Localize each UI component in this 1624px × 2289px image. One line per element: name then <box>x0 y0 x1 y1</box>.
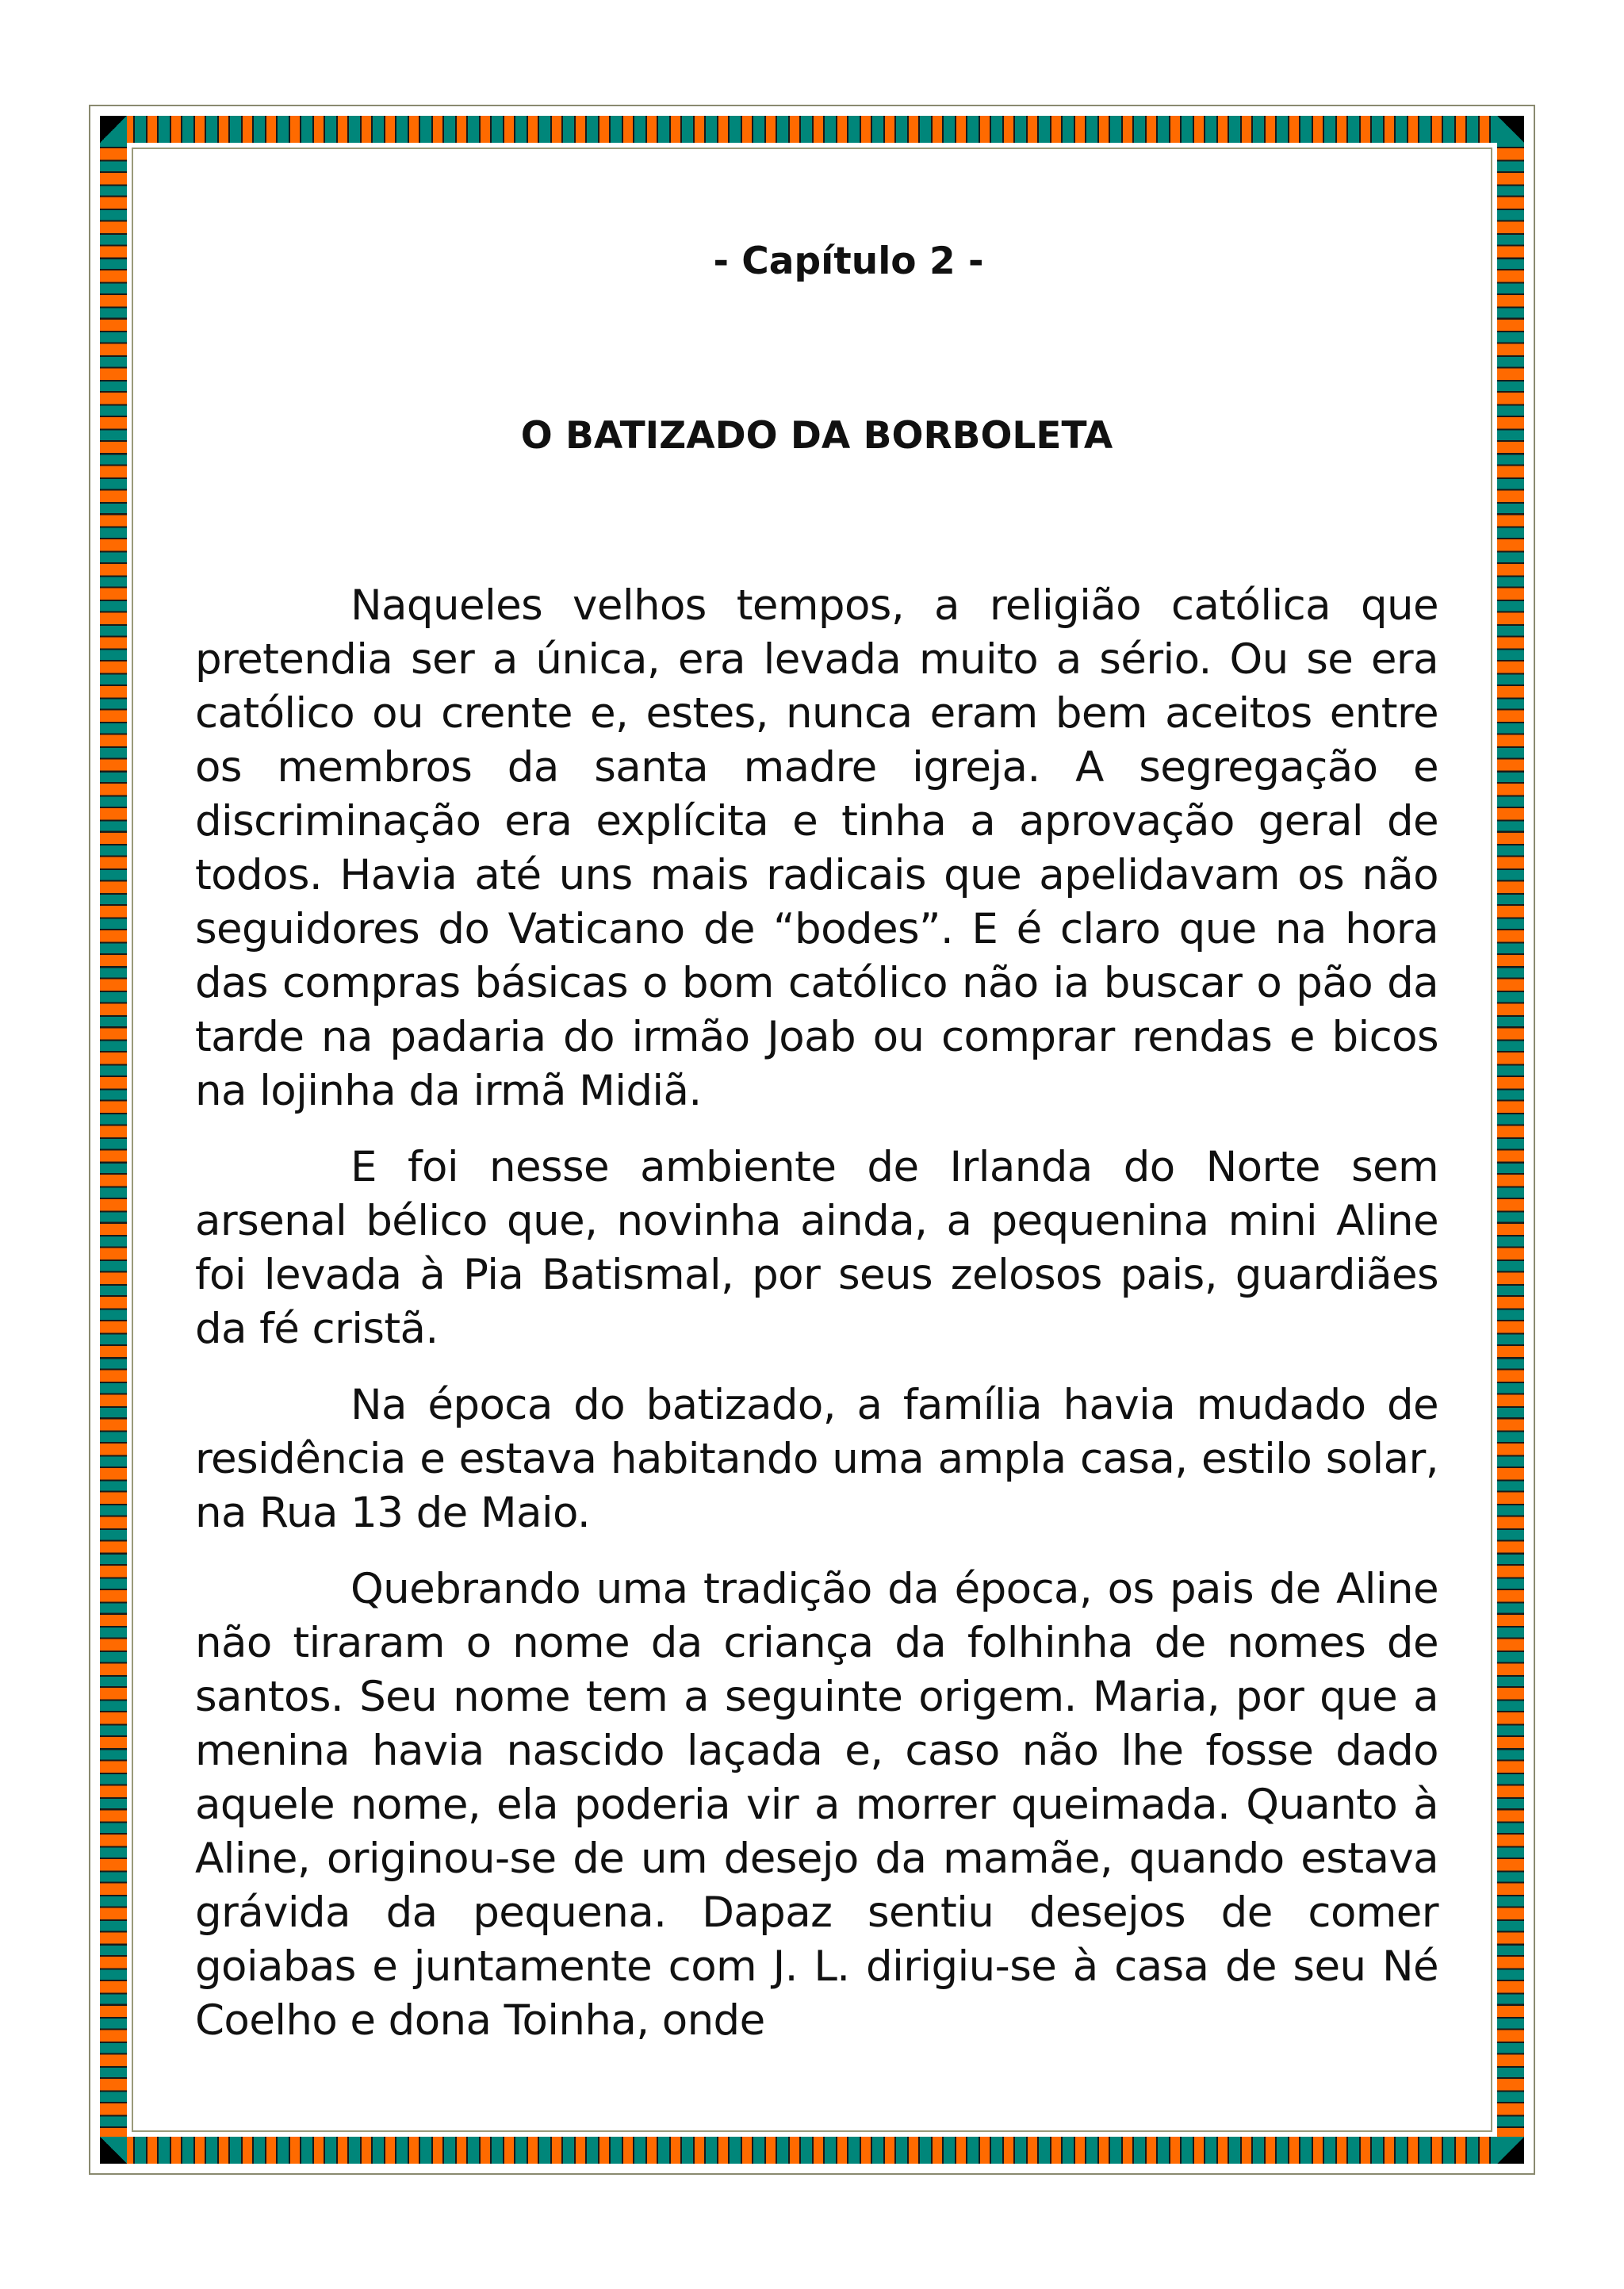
paragraph: E foi nesse ambiente de Irlanda do Norte sem arsenal bélico que, novinha ainda, a pequenina mini Aline foi levada à Pia Batismal, por seus zelosos pais, guardiães da fé cristã. <box>195 1143 1438 1353</box>
border-corner-top-left <box>100 116 127 143</box>
border-corner-bottom-right <box>1497 2137 1524 2164</box>
paragraph: Naqueles velhos tempos, a religião católica que pretendia ser a única, era levada muito a sério. Ou se era católico ou crente e, estes, nunca eram bem aceitos entre os membros da santa madre igreja. A segregação e discriminação era explícita e tinha a aprovação geral de todos. Havia até uns mais radicais que apelidavam os não seguidores do Vaticano de “bodes”. E é claro que na hora das compras básicas o bom católico não ia buscar o pão da tarde na padaria do irmão Joab ou comprar rendas e bicos na lojinha da irmã Midiã. <box>195 581 1438 1115</box>
body-text <box>195 579 1438 2048</box>
paragraph: Na época do batizado, a família havia mudado de residência e estava habitando uma ampla casa, estilo solar, na Rua 13 de Maio. <box>195 1381 1438 1537</box>
chapter-title: O BATIZADO DA BORBOLETA <box>520 414 1113 458</box>
border-corner-bottom-left <box>100 2137 127 2164</box>
chapter-heading: - Capítulo 2 - <box>713 240 984 283</box>
page-content <box>195 238 1438 2070</box>
border-corner-top-right <box>1497 116 1524 143</box>
paragraph: Quebrando uma tradição da época, os pais de Aline não tiraram o nome da criança da folhinha de nomes de santos. Seu nome tem a seguinte origem. Maria, por que a menina havia nascido laçada e, caso não lhe fosse dado aquele nome, ela poderia vir a morrer queimada. Quanto à Aline, originou-se de um desejo da mamãe, quando estava grávida da pequena. Dapaz sentiu desejos de comer goiabas e juntamente com J. L. dirigiu-se à casa de seu Né Coelho e dona Toinha, onde <box>195 1565 1438 2045</box>
